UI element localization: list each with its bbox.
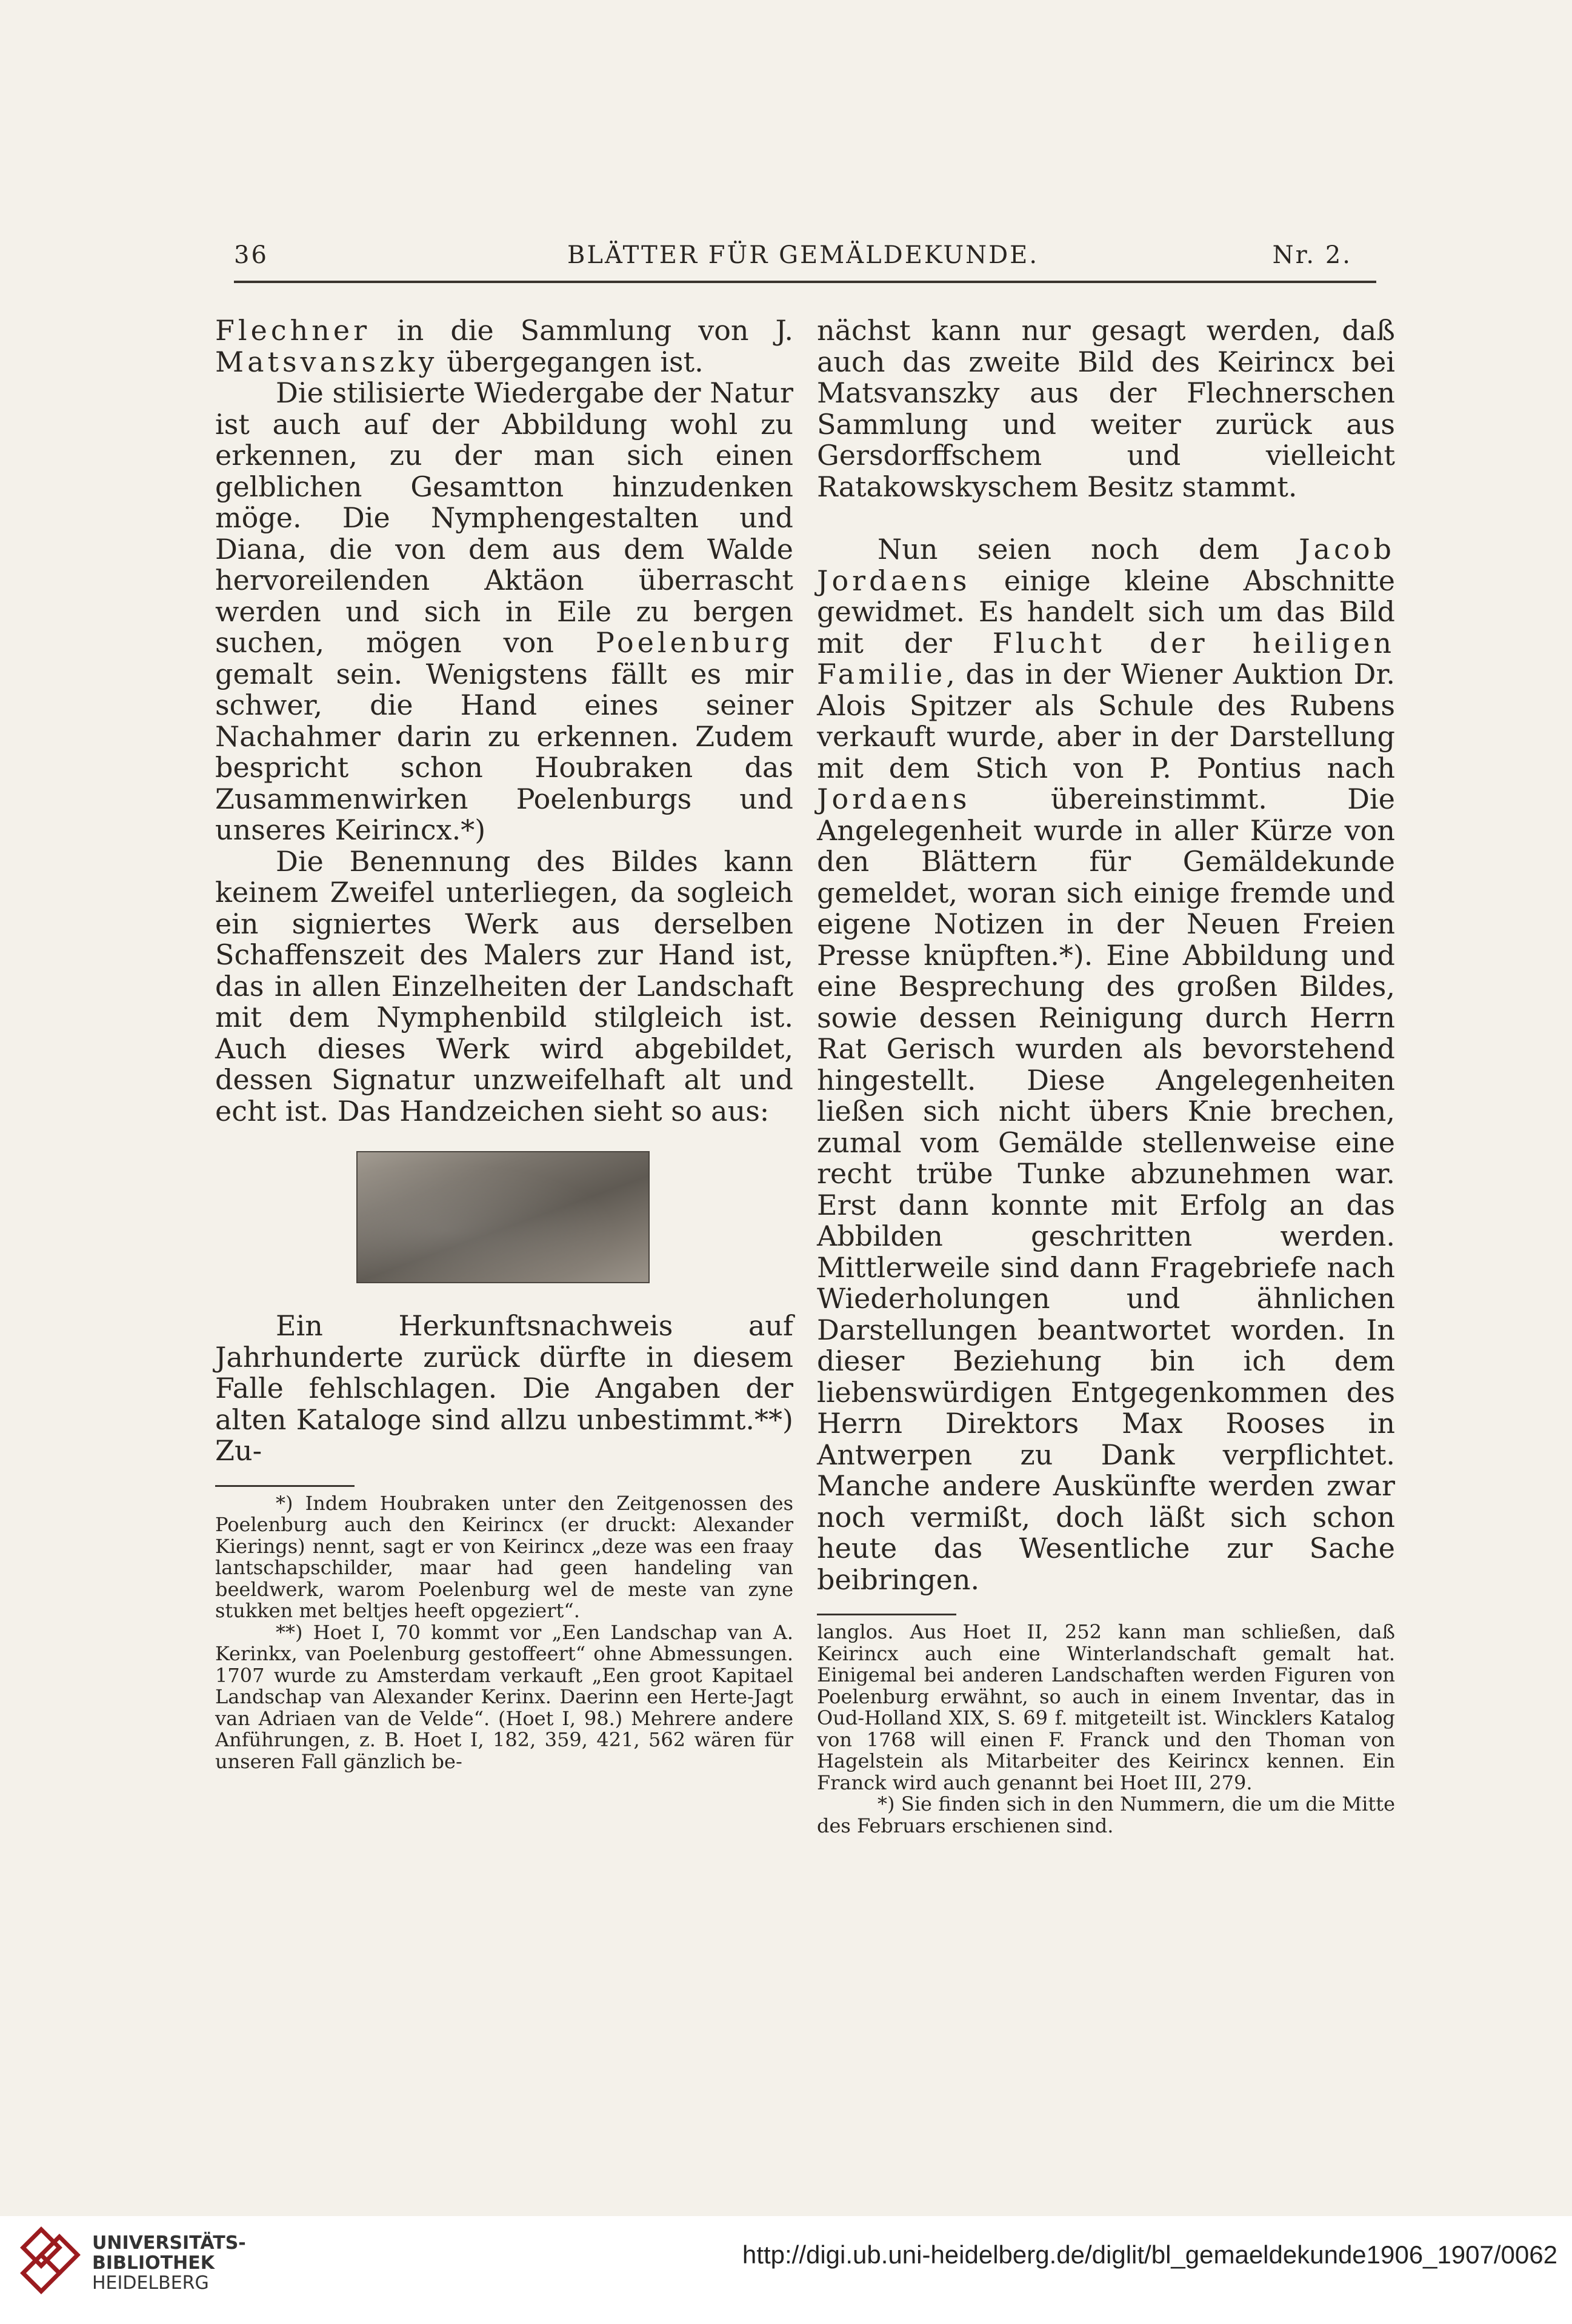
library-name-line: UNIVERSITÄTS- bbox=[92, 2232, 246, 2254]
spaced-name: Flechner bbox=[215, 314, 371, 347]
footnote: *) Sie finden sich in den Nummern, die um die Mitte des Februars erschienen sind. bbox=[817, 1792, 1395, 1837]
text-run: einige kleine Abschnitte gewidmet. Es handelt sich um das Bild mit der bbox=[817, 564, 1395, 659]
left-column bbox=[215, 315, 793, 1772]
text-run: übereinstimmt. Die Angelegenheit wurde in aller Kürze von den Blättern für Gemäldekunde gemeldet, woran sich einige fremde und eigene Notizen in der Neuen Freien Presse knüpften.*). Eine Abbildung und eine Besprechung des großen Bildes, sowie dessen Reinigung durch Herrn Rat Gerisch wurden als bevorstehend hingestellt. Diese Angelegenheiten ließen sich nicht übers Knie brechen, zumal vom Gemälde stellenweise eine recht trübe Tunke abzunehmen war. Erst dann konnte mit Erfolg an das Abbilden geschritten werden. Mittlerweile sind dann Fragebriefe nach Wiederholungen und ähnlichen Darstellungen beantwortet worden. In dieser Beziehung bin ich dem liebenswürdigen Entgegenkommen des Herrn Direktors Max Rooses in Antwerpen zu Dank verpflichtet. Manche andere Auskünfte werden zwar noch vermißt, doch läßt sich schon heute das Wesentliche zur Sache beibringen. bbox=[817, 783, 1395, 1596]
footnote: **) Hoet I, 70 kommt vor „Een Landschap van A. Kerinkx, van Poelenburg gestoffeert“ ohne Abmessungen. 1707 wurde zu Amsterdam verkauft „Een groot Kapitael Landschap van Alexander Kerinx. Daerinn een Herte-Jagt van Adriaen van de Velde“. (Hoet I, 98.) Mehrere andere Anführungen, z. B. Hoet I, 182, 359, 421, 562 wären für unseren Fall gänzlich be- bbox=[215, 1620, 793, 1773]
header-rule bbox=[234, 281, 1376, 283]
footnote-rule bbox=[817, 1614, 956, 1615]
running-header bbox=[234, 241, 1376, 272]
paragraph: nächst kann nur gesagt werden, daß auch das zweite Bild des Keirincx bei Matsvanszky aus der Flechnerschen Sammlung und weiter zurück aus Gersdorffschem und vielleicht Ratakowskyschem Besitz stammt. bbox=[817, 314, 1395, 503]
footnote-rule bbox=[215, 1485, 355, 1487]
issue-number: Nr. 2. bbox=[1272, 241, 1352, 269]
journal-title: BLÄTTER FÜR GEMÄLDEKUNDE. bbox=[567, 241, 1039, 269]
text-run: , das in der Wiener Auktion Dr. Alois Spitzer als Schule des Rubens verkauft wurde, aber in der Darstellung mit dem Stich von P. Pontius nach bbox=[817, 658, 1395, 784]
text-run: gemalt sein. Wenigstens fällt es mir schwer, die Hand eines seiner Nachahmer darin zu erkennen. Zudem bespricht schon Houbraken das Zusammenwirken Poelenburgs und unseres Keirincx.*) bbox=[215, 657, 793, 846]
spaced-name: Matsvanszky bbox=[215, 345, 438, 378]
signature-image bbox=[356, 1151, 650, 1283]
source-url[interactable]: http://digi.ub.uni-heidelberg.de/diglit/bl_gemaeldekunde1906_1907/0062 bbox=[742, 2240, 1557, 2269]
text-run: Die stilisierte Wiedergabe der Natur ist auch auf der Abbildung wohl zu erkennen, zu der man sich einen gelblichen Gesamtton hinzudenken möge. Die Nymphengestalten und Diana, die von dem aus dem Walde hervoreilenden Aktäon überrascht werden und sich in Eile zu bergen suchen, mögen von bbox=[215, 376, 793, 659]
paragraph: Ein Herkunftsnachweis auf Jahrhunderte zurück dürfte in diesem Falle fehlschlagen. Die Angaben der alten Kataloge sind allzu unbestimmt.**) Zu- bbox=[215, 1309, 793, 1467]
paragraph bbox=[215, 378, 793, 846]
text-run: in die Sammlung von J. bbox=[370, 314, 793, 347]
spaced-name: Jordaens bbox=[817, 783, 971, 815]
library-name-line: HEIDELBERG bbox=[92, 2272, 209, 2294]
text-run: Nun seien noch dem bbox=[878, 533, 1299, 566]
library-name bbox=[92, 2233, 246, 2293]
spaced-name: Flucht der heiligen Familie bbox=[817, 626, 1395, 690]
university-library-logo-icon bbox=[17, 2223, 85, 2297]
paragraph bbox=[817, 534, 1395, 1595]
text-run: übergegangen ist. bbox=[438, 345, 704, 378]
right-column bbox=[817, 315, 1395, 1837]
paragraph: Die Benennung des Bildes kann keinem Zweifel unterliegen, da sogleich ein signiertes Werk aus derselben Schaffenszeit des Malers zur Hand ist, das in allen Einzelheiten der Landschaft mit dem Nymphenbild stilgleich ist. Auch dieses Werk wird abgebildet, dessen Signatur unzweifelhaft alt und echt ist. Das Handzeichen sieht so aus: bbox=[215, 844, 793, 1127]
spaced-name: Jacob Jordaens bbox=[817, 533, 1395, 597]
paragraph bbox=[215, 315, 793, 378]
footnote: langlos. Aus Hoet II, 252 kann man schließen, daß Keirincx auch eine Winterlandschaft gemalt hat. Einigemal bei anderen Landschaften werden Figuren von Poelenburg erwähnt, so auch in einem Inventar, das in Oud-Holland XIX, S. 69 f. mitgeteilt ist. Wincklers Katalog von 1768 will einen F. Franck und den Thoman von Hagelstein als Mitarbeiter des Keirincx kennen. Ein Franck wird auch genannt bei Hoet III, 279. bbox=[817, 1620, 1395, 1794]
page-number: 36 bbox=[234, 241, 268, 269]
spaced-name: Poelenburg bbox=[595, 626, 793, 659]
footnote: *) Indem Houbraken unter den Zeitgenossen des Poelenburg auch den Keirincx (er druckt: Alexander Kierings) nennt, sagt er von Keirincx „deze was een fraay lantschapschilder, maar had geen handeling van beeldwerk, warom Poelenburg wel de meste van zyne stukken met beltjes heeft opgeziert“. bbox=[215, 1491, 793, 1622]
library-name-line: BIBLIOTHEK bbox=[92, 2252, 215, 2274]
